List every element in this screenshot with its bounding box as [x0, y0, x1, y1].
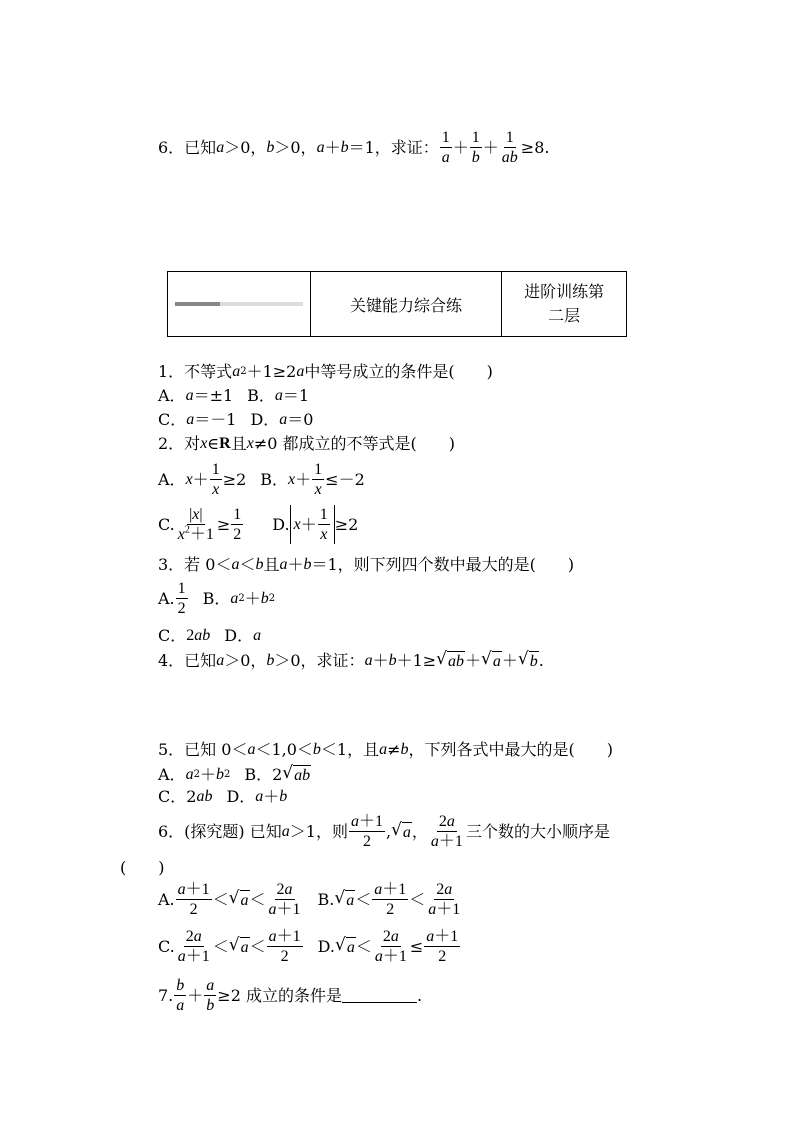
- progress-fill: [175, 302, 220, 306]
- q2-options-ab: A． x ＋ $\frac{1}{x}$ ≥2 B． x ＋ $\frac{1}{x}$ ≤－2: [158, 461, 365, 499]
- q5-options-cd: C．2 ab D． a ＋ b: [158, 787, 288, 806]
- q1-options-ab: A． a ＝±1 B． a ＝1: [158, 386, 310, 405]
- answer-blank[interactable]: [342, 988, 417, 1003]
- progress-bar: [175, 302, 303, 306]
- q3-options-cd: C． 2 ab D． a: [158, 626, 262, 645]
- section-header: [167, 271, 627, 337]
- q4: 4．已知 a ＞0， b ＞0，求证： a ＋ b ＋1≥ √ ab ＋ √ a ＋ √ b .: [158, 649, 544, 671]
- q5: 5．已知 0＜ a ＜1,0＜ b ＜1，且 a ≠ b ，下列各式中最大的是( ): [158, 740, 613, 759]
- q6: 6．(探究题) 已知 a ＞1，则 $\frac{a+1}{2}$ , √ a ， $\frac{2a}{a+1}$ 三个数的大小顺序是: [158, 813, 610, 851]
- q2-options-cd: C. $\frac{|x|}{x^2+1}$ ≥ $\frac{1}{2}$ D. x ＋ $\frac{1}{x}$ ≥2: [158, 506, 359, 544]
- q5-options-ab: A． a 2 ＋ b 2 B．2 √ ab: [158, 763, 311, 785]
- section-level: 进阶训练第 二层: [502, 272, 627, 337]
- q6-top: 6．已知 a ＞0， b ＞0， a ＋ b ＝1，求证： $\frac{1}{a}$ ＋ $\frac{1}{b}$ ＋ $\frac{1}{ab}$ ≥8.: [158, 129, 550, 167]
- q3-options-ab: A. $\frac{1}{2}$ B． a 2 ＋ b 2: [158, 580, 276, 618]
- q6-paren: ( ): [120, 858, 165, 877]
- q6-options-ab: A. $\frac{a+1}{2}$ ＜ √ a ＜ $\frac{2a}{a+1}$ B. √ a ＜ $\frac{a+1}{2}$ ＜ $\frac{2a}{a+1}$: [158, 881, 461, 919]
- frac-1-a: $\frac{1}{a}$: [441, 129, 450, 167]
- q1: 1．不等式 a 2 ＋1≥2 a 中等号成立的条件是( ): [158, 362, 493, 381]
- q6-options-cd: C. $\frac{2a}{a+1}$ ＜ √ a ＜ $\frac{a+1}{2}$ D. √ a ＜ $\frac{2a}{a+1}$ ≤ $\frac{a+1}{2}$: [158, 928, 459, 966]
- frac-1-b: $\frac{1}{b}$: [471, 129, 480, 167]
- frac-1-ab: $\frac{1}{ab}$: [501, 129, 518, 167]
- q1-options-cd: C． a ＝－1 D． a ＝0: [158, 410, 314, 429]
- section-title: 关键能力综合练: [310, 272, 501, 337]
- q7: 7. $\frac{b}{a}$ ＋ $\frac{a}{b}$ ≥2 成立的条件是 .: [158, 977, 423, 1015]
- q2: 2．对 x ∈ R 且 x ≠0 都成立的不等式是( ): [158, 434, 455, 453]
- progress-cell: [168, 272, 311, 337]
- q3: 3．若 0＜ a ＜ b 且 a ＋ b ＝1，则下列四个数中最大的是( ): [158, 555, 575, 574]
